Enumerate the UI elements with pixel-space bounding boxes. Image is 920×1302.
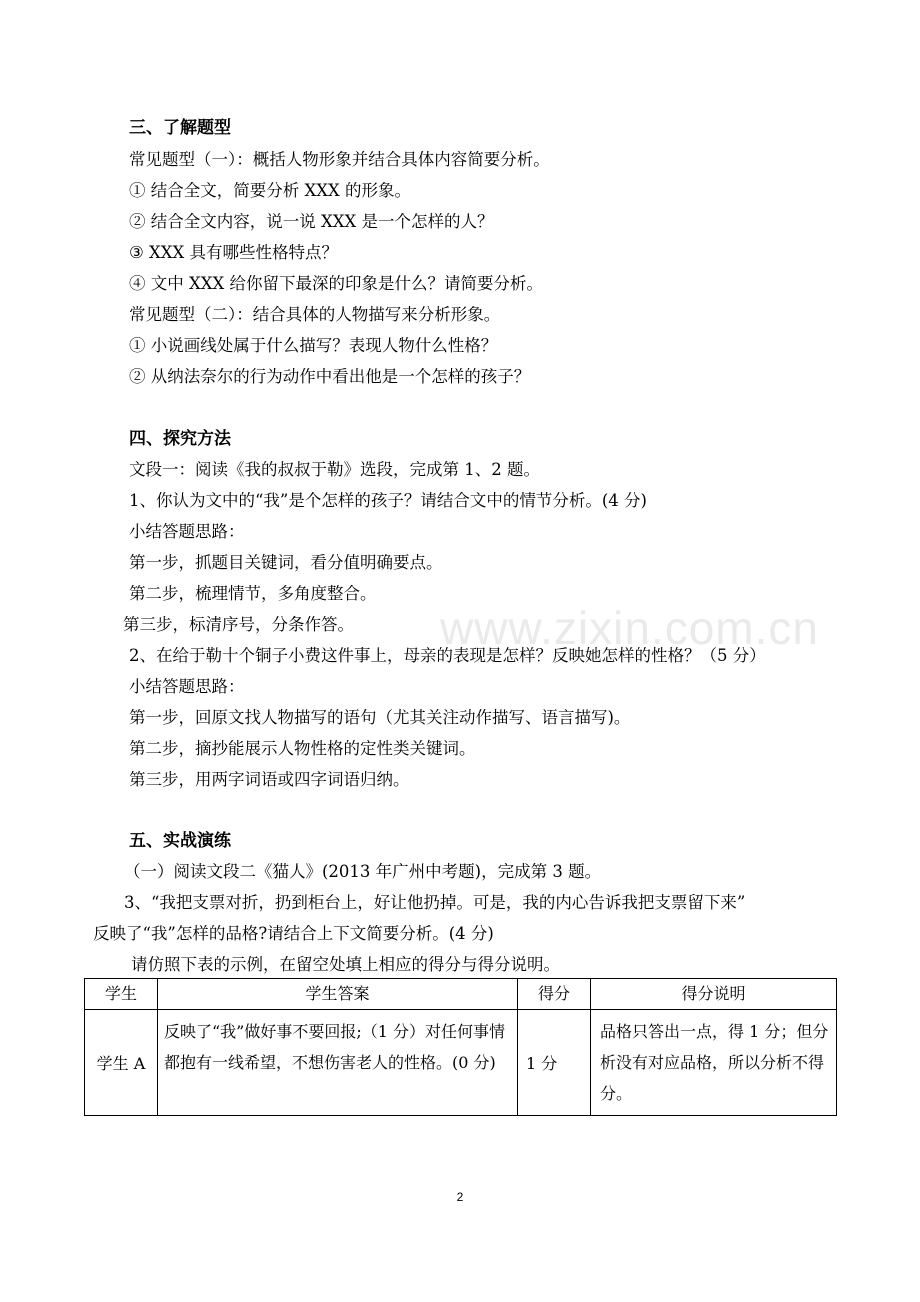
section-4-line: 小结答题思路： [129, 522, 245, 541]
cell-score: 1 分 [518, 1010, 591, 1116]
section-3-line: 常见题型（二）：结合具体的人物描写来分析形象。 [129, 305, 501, 324]
section-4-line: 第三步，用两字词语或四字词语归纳。 [129, 770, 410, 789]
section-4-line: 小结答题思路： [129, 677, 245, 696]
cell-student: 学生 A [85, 1010, 158, 1116]
section-5-line: 反映了“我”怎样的品格?请结合上下文简要分析。(4 分) [93, 924, 494, 943]
header-answer: 学生答案 [158, 979, 518, 1010]
section-3-heading: 三、了解题型 [129, 118, 231, 138]
section-4-heading: 四、探究方法 [129, 429, 231, 449]
section-3-line: 常见题型（一）：概括人物形象并结合具体内容简要分析。 [129, 150, 550, 169]
section-3-line: ④ 文中 XXX 给你留下最深的印象是什么？请简要分析。 [129, 274, 543, 293]
score-table [84, 978, 837, 1116]
section-5-line: 3、“我把支票对折，扔到柜台上，好让他扔掉。可是，我的内心告诉我把支票留下来” [124, 893, 746, 912]
header-explanation: 得分说明 [591, 979, 837, 1010]
section-4-line: 2、在给于勒十个铜子小费这件事上，母亲的表现是怎样？反映她怎样的性格？（5 分） [129, 646, 766, 665]
section-3-line: ② 从纳法奈尔的行为动作中看出他是一个怎样的孩子？ [129, 367, 531, 386]
section-3-line: ① 小说画线处属于什么描写？表现人物什么性格？ [129, 336, 498, 355]
page-number: 2 [456, 1190, 464, 1204]
section-4-line: 第三步，标清序号，分条作答。 [123, 615, 354, 634]
watermark: www.zixin.com.cn [440, 602, 819, 654]
section-4-line: 第二步，梳理情节，多角度整合。 [129, 584, 377, 603]
header-score: 得分 [518, 979, 591, 1010]
table-row [85, 1010, 837, 1116]
section-4-line: 文段一：阅读《我的叔叔于勒》选段，完成第 1、2 题。 [129, 460, 540, 479]
section-5-line: 请仿照下表的示例，在留空处填上相应的得分与得分说明。 [131, 955, 560, 974]
cell-explanation: 品格只答出一点，得 1 分；但分析没有对应品格，所以分析不得分。 [591, 1010, 837, 1116]
header-student: 学生 [85, 979, 158, 1010]
table-header-row [85, 979, 837, 1010]
section-3-line: ② 结合全文内容，说一说 XXX 是一个怎样的人？ [129, 212, 494, 231]
section-4-line: 第二步，摘抄能展示人物性格的定性类关键词。 [129, 739, 476, 758]
section-3-line: ③ XXX 具有哪些性格特点？ [129, 243, 339, 262]
section-5-heading: 五、实战演练 [129, 831, 231, 851]
section-5-line: （一）阅读文段二《猫人》(2013 年广州中考题)，完成第 3 题。 [124, 862, 602, 881]
cell-answer: 反映了“我”做好事不要回报;（1 分）对任何事情都抱有一线希望，不想伤害老人的性格。(0 分) [158, 1010, 518, 1116]
section-3-line: ① 结合全文，简要分析 XXX 的形象。 [129, 181, 411, 200]
section-4-line: 第一步，回原文找人物描写的语句（尤其关注动作描写、语言描写)。 [129, 708, 631, 727]
section-4-line: 1、你认为文中的“我”是个怎样的孩子？请结合文中的情节分析。(4 分) [129, 491, 647, 510]
section-4-line: 第一步，抓题目关键词，看分值明确要点。 [129, 553, 443, 572]
